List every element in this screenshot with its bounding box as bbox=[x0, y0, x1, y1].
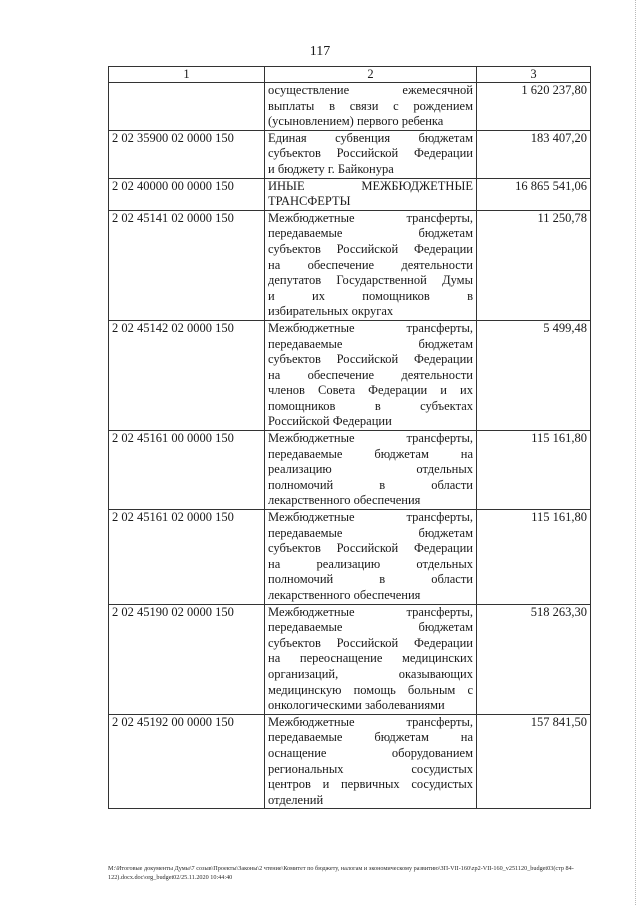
item-name-line: Межбюджетные трансферты, bbox=[268, 604, 473, 619]
amount-cell: 183 407,20 bbox=[477, 130, 591, 178]
budget-code-cell: 2 02 45192 00 0000 150 bbox=[109, 714, 265, 809]
item-name-line: на реализацию отдельных bbox=[268, 556, 473, 571]
item-name-line: субъектов Российской Федерации bbox=[268, 241, 473, 256]
table-row bbox=[109, 510, 591, 605]
item-name-cell bbox=[265, 431, 477, 510]
budget-code-cell: 2 02 40000 00 0000 150 bbox=[109, 178, 265, 210]
item-name-line: оснащение оборудованием bbox=[268, 745, 473, 760]
item-name-line: онкологическими заболеваниями bbox=[268, 698, 445, 713]
item-name-line: лекарственного обеспечения bbox=[268, 493, 421, 508]
budget-code-cell: 2 02 45141 02 0000 150 bbox=[109, 210, 265, 320]
item-name-line: полномочий в области bbox=[268, 477, 473, 492]
table-header-row bbox=[109, 67, 591, 83]
amount-cell: 157 841,50 bbox=[477, 714, 591, 809]
item-name-line: избирательных округах bbox=[268, 304, 394, 319]
item-name-cell bbox=[265, 510, 477, 605]
table-row bbox=[109, 604, 591, 714]
table-row bbox=[109, 83, 591, 131]
budget-table bbox=[108, 66, 591, 809]
item-name-line: (усыновлением) первого ребенка bbox=[268, 114, 444, 129]
file-path-footer: М:\Итоговые документы Думы\7 созыв\Проекты\Законы\2 чтение\Комитет по бюджету, налогам и экономическому развитию\ЗП-VII-160\zp2-VII-160_v251120_budget03(стр 84-122).docx.doc\org_budget02/25.11.2020 10:44:40 bbox=[108, 865, 574, 881]
item-name-line: центров и первичных сосудистых bbox=[268, 777, 473, 792]
amount-cell: 1 620 237,80 bbox=[477, 83, 591, 131]
table-row bbox=[109, 178, 591, 210]
item-name-cell bbox=[265, 130, 477, 178]
item-name-line: на обеспечение деятельности bbox=[268, 257, 473, 272]
item-name-line: Российской Федерации bbox=[268, 414, 392, 429]
item-name-line: субъектов Российской Федерации bbox=[268, 541, 473, 556]
item-name-line: региональных сосудистых bbox=[268, 761, 473, 776]
item-name-line: отделений bbox=[268, 792, 324, 807]
item-name-line: передаваемые бюджетам bbox=[268, 226, 473, 241]
amount-cell: 11 250,78 bbox=[477, 210, 591, 320]
page-edge-mark bbox=[635, 0, 639, 905]
table-row bbox=[109, 320, 591, 430]
budget-code-cell: 2 02 45161 00 0000 150 bbox=[109, 431, 265, 510]
item-name-cell bbox=[265, 320, 477, 430]
item-name-line: Межбюджетные трансферты, bbox=[268, 714, 473, 729]
amount-cell: 16 865 541,06 bbox=[477, 178, 591, 210]
amount-cell: 518 263,30 bbox=[477, 604, 591, 714]
item-name-line: субъектов Российской Федерации bbox=[268, 146, 473, 161]
amount-cell: 5 499,48 bbox=[477, 320, 591, 430]
item-name-line: Межбюджетные трансферты, bbox=[268, 320, 473, 335]
item-name-cell bbox=[265, 714, 477, 809]
table-row bbox=[109, 431, 591, 510]
budget-code-cell bbox=[109, 83, 265, 131]
item-name-line: на обеспечение деятельности bbox=[268, 367, 473, 382]
item-name-line: Межбюджетные трансферты, bbox=[268, 510, 473, 525]
item-name-line: Межбюджетные трансферты, bbox=[268, 210, 473, 225]
item-name-line: передаваемые бюджетам на bbox=[268, 446, 473, 461]
item-name-line: ТРАНСФЕРТЫ bbox=[268, 194, 351, 209]
item-name-line: ИНЫЕ МЕЖБЮДЖЕТНЫЕ bbox=[268, 178, 473, 193]
item-name-line: передаваемые бюджетам bbox=[268, 336, 473, 351]
item-name-line: полномочий в области bbox=[268, 572, 473, 587]
item-name-line: субъектов Российской Федерации bbox=[268, 352, 473, 367]
budget-code-cell: 2 02 45161 02 0000 150 bbox=[109, 510, 265, 605]
item-name-line: осуществление ежемесячной bbox=[268, 83, 473, 97]
item-name-line: организаций, оказывающих bbox=[268, 666, 473, 681]
item-name-line: депутатов Государственной Думы bbox=[268, 273, 473, 288]
item-name-line: на переоснащение медицинских bbox=[268, 651, 473, 666]
item-name-line: Межбюджетные трансферты, bbox=[268, 431, 473, 446]
item-name-line: членов Совета Федерации и их bbox=[268, 383, 473, 398]
item-name-line: передаваемые бюджетам на bbox=[268, 730, 473, 745]
item-name-cell bbox=[265, 210, 477, 320]
amount-cell: 115 161,80 bbox=[477, 510, 591, 605]
item-name-line: помощников в субъектах bbox=[268, 398, 473, 413]
item-name-cell bbox=[265, 178, 477, 210]
table-row bbox=[109, 130, 591, 178]
amount-cell: 115 161,80 bbox=[477, 431, 591, 510]
column-header-3: 3 bbox=[477, 67, 591, 83]
table-row bbox=[109, 210, 591, 320]
budget-code-cell: 2 02 45142 02 0000 150 bbox=[109, 320, 265, 430]
column-header-1: 1 bbox=[109, 67, 265, 83]
item-name-line: и бюджету г. Байконура bbox=[268, 161, 394, 176]
page-number: 117 bbox=[309, 44, 331, 59]
budget-code-cell: 2 02 35900 02 0000 150 bbox=[109, 130, 265, 178]
item-name-line: выплаты в связи с рождением bbox=[268, 98, 473, 113]
item-name-line: реализацию отдельных bbox=[268, 462, 473, 477]
item-name-line: медицинскую помощь больным с bbox=[268, 682, 473, 697]
table-row bbox=[109, 714, 591, 809]
item-name-line: передаваемые бюджетам bbox=[268, 620, 473, 635]
item-name-line: передаваемые бюджетам bbox=[268, 525, 473, 540]
item-name-line: лекарственного обеспечения bbox=[268, 588, 421, 602]
table-body bbox=[109, 83, 591, 809]
item-name-line: Единая субвенция бюджетам bbox=[268, 130, 473, 145]
item-name-cell bbox=[265, 83, 477, 131]
budget-code-cell: 2 02 45190 02 0000 150 bbox=[109, 604, 265, 714]
item-name-cell bbox=[265, 604, 477, 714]
column-header-2: 2 bbox=[265, 67, 477, 83]
item-name-line: и их помощников в bbox=[268, 288, 473, 303]
item-name-line: субъектов Российской Федерации bbox=[268, 635, 473, 650]
